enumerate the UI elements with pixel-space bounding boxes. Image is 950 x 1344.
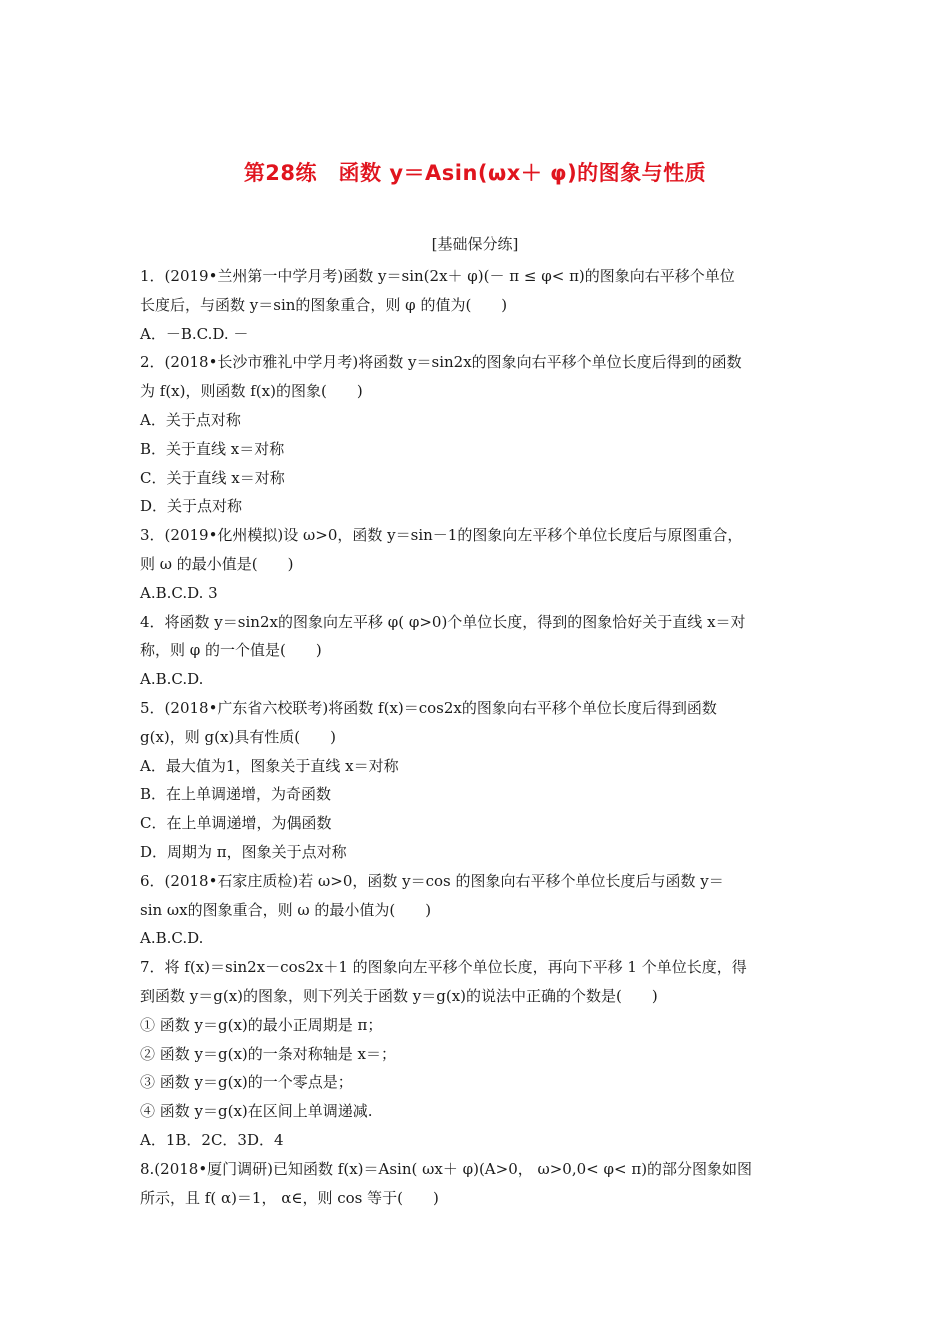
- text-line: ④ 函数 y＝g(x)在区间上单调递减.: [140, 1102, 373, 1121]
- text-line: 7．将 f(x)＝sin2x－cos2x＋1 的图象向左平移个单位长度，再向下平移 1 个单位长度，得: [140, 958, 747, 977]
- text-line: ② 函数 y＝g(x)的一条对称轴是 x＝；: [140, 1044, 397, 1063]
- text-line: B．在上单调递增，为奇函数: [140, 785, 332, 804]
- text-line: 8.(2018•厦门调研)已知函数 f(x)＝Asin( ωx＋ φ)(A>0， ω>0,0< φ< π)的部分图象如图: [140, 1159, 753, 1178]
- text-line: 到函数 y＝g(x)的图象，则下列关于函数 y＝g(x)的说法中正确的个数是( ): [140, 986, 658, 1005]
- text-line: B．关于直线 x＝对称: [140, 439, 285, 458]
- text-line: D．关于点对称: [140, 497, 243, 516]
- text-line: ① 函数 y＝g(x)的最小正周期是 π；: [140, 1015, 383, 1034]
- text-line: 所示，且 f( α)＝1， α∈，则 cos 等于( ): [140, 1188, 439, 1207]
- text-line: ③ 函数 y＝g(x)的一个零点是；: [140, 1073, 353, 1092]
- text-line: 5．(2018•广东省六校联考)将函数 f(x)＝cos2x的图象向右平移个单位长度后得到函数: [140, 698, 717, 717]
- text-line: 2．(2018•长沙市雅礼中学月考)将函数 y＝sin2x的图象向右平移个单位长度后得到的函数: [140, 353, 742, 372]
- section-heading: [基础保分练]: [431, 235, 519, 253]
- document-body: [140, 262, 820, 1212]
- text-line: A.B.C.D.: [140, 929, 204, 948]
- text-line: A.B.C.D.: [140, 670, 204, 689]
- text-line: 称，则 φ 的一个值是( ): [140, 641, 322, 660]
- text-line: 长度后，与函数 y＝sin的图象重合，则 φ 的值为( ): [140, 295, 508, 314]
- text-line: g(x)，则 g(x)具有性质( ): [140, 727, 337, 746]
- text-line: A．关于点对称: [140, 410, 241, 429]
- text-line: A．最大值为1，图象关于直线 x＝对称: [140, 756, 399, 775]
- text-line: A．－B.C.D. －: [140, 324, 249, 343]
- text-line: 为 f(x)，则函数 f(x)的图象( ): [140, 382, 363, 401]
- text-line: sin ωx的图象重合，则 ω 的最小值为( ): [140, 900, 432, 919]
- text-line: A．1B．2C．3D．4: [140, 1130, 284, 1149]
- text-line: 6．(2018•石家庄质检)若 ω>0，函数 y＝cos 的图象向右平移个单位长度后与函数 y＝: [140, 871, 724, 890]
- text-line: A.B.C.D. 3: [140, 583, 218, 602]
- text-line: D．周期为 π，图象关于点对称: [140, 842, 347, 861]
- text-line: 3．(2019•化州模拟)设 ω>0，函数 y＝sin－1的图象向左平移个单位长度后与原图重合，: [140, 526, 743, 545]
- text-line: C．关于直线 x＝对称: [140, 468, 285, 487]
- text-line: 则 ω 的最小值是( ): [140, 554, 294, 573]
- text-line: C．在上单调递增，为偶函数: [140, 814, 332, 833]
- text-line: 4．将函数 y＝sin2x的图象向左平移 φ( φ>0)个单位长度，得到的图象恰好关于直线 x＝对: [140, 612, 746, 631]
- text-line: 1．(2019•兰州第一中学月考)函数 y＝sin(2x＋ φ)(－ π ≤ φ< π)的图象向右平移个单位: [140, 267, 735, 285]
- page-title: 第28练 函数 y＝Asin(ωx＋ φ)的图象与性质: [243, 161, 707, 185]
